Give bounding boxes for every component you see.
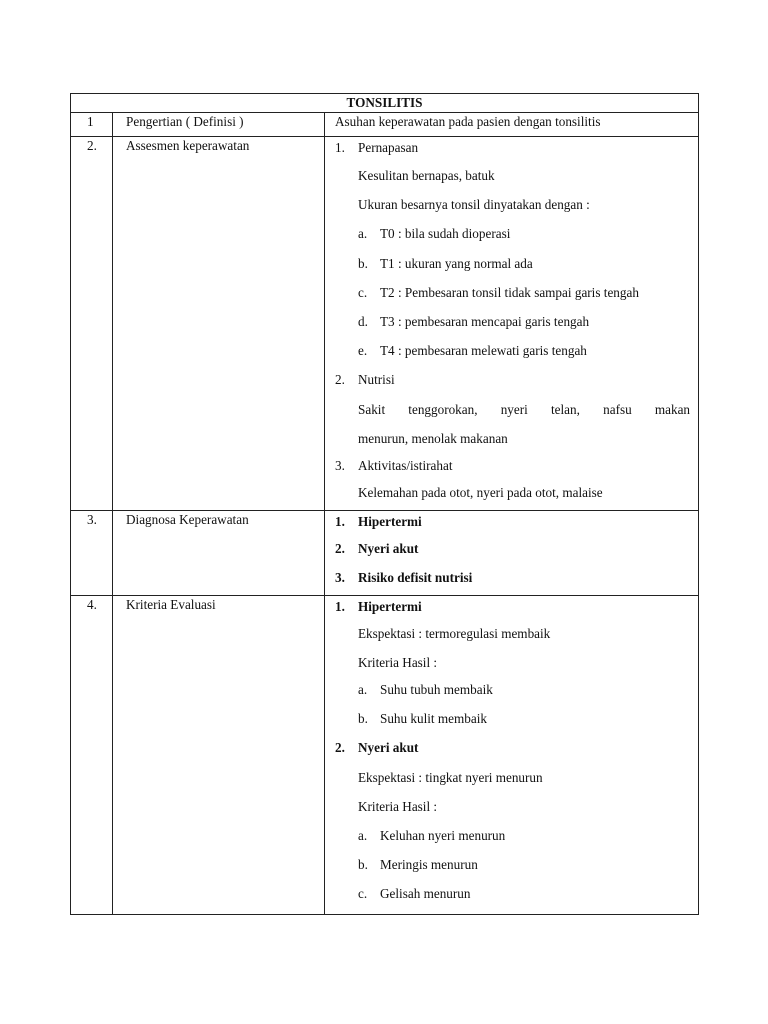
list-item: b. Meringis menurun <box>358 857 478 873</box>
table-row <box>71 510 699 595</box>
table-row <box>71 595 699 914</box>
row-label: Assesmen keperawatan <box>113 137 325 511</box>
row-number: 2. <box>71 137 113 511</box>
assesmen-content <box>325 137 699 511</box>
list-item: c. T2 : Pembesaran tonsil tidak sampai garis tengah <box>358 284 639 300</box>
row-number: 3. <box>71 510 113 595</box>
list-item: 1. Hipertermi <box>335 513 422 529</box>
diagnosa-content <box>325 510 699 595</box>
list-item: b. Suhu kulit membaik <box>358 711 487 727</box>
assesmen-text: menurun, menolak makanan <box>358 430 508 446</box>
list-item: 1. Hipertermi <box>335 598 422 614</box>
table-title: TONSILITIS <box>71 94 699 113</box>
kriteria-text: Ekspektasi : tingkat nyeri menurun <box>358 769 543 785</box>
list-item: a. T0 : bila sudah dioperasi <box>358 226 511 242</box>
list-item: 2. Nutrisi <box>335 372 395 388</box>
row-number: 4. <box>71 595 113 914</box>
list-item: 3. Risiko defisit nutrisi <box>335 569 473 585</box>
title-row <box>71 94 699 113</box>
assesmen-text: Kelemahan pada otot, nyeri pada otot, malaise <box>358 484 603 500</box>
assesmen-text: Ukuran besarnya tonsil dinyatakan dengan : <box>358 197 590 213</box>
row-label: Pengertian ( Definisi ) <box>113 113 325 137</box>
table-row <box>71 113 699 137</box>
list-item: a. Keluhan nyeri menurun <box>358 828 506 843</box>
list-item: 2. Nyeri akut <box>335 540 419 556</box>
row-number: 1 <box>71 113 113 137</box>
list-item: a. Suhu tubuh membaik <box>358 682 493 698</box>
kriteria-text: Kriteria Hasil : <box>358 798 438 814</box>
list-item: e. T4 : pembesaran melewati garis tengah <box>358 343 587 359</box>
assesmen-text: Kesulitan bernapas, batuk <box>358 168 495 183</box>
list-item: c. Gelisah menurun <box>358 886 471 902</box>
table-row <box>71 137 699 511</box>
assesmen-text: Sakit tenggorokan, nyeri telan, nafsu makan <box>358 401 691 417</box>
list-item: 1. Pernapasan <box>335 140 419 155</box>
list-item: 2. Nyeri akut <box>335 740 419 756</box>
kriteria-text: Ekspektasi : termoregulasi membaik <box>358 625 551 641</box>
row-label: Kriteria Evaluasi <box>113 595 325 914</box>
definition-text: Asuhan keperawatan pada pasien dengan tonsilitis <box>325 113 699 137</box>
tonsilitis-table <box>70 93 699 915</box>
kriteria-content <box>325 595 699 914</box>
list-item: 3. Aktivitas/istirahat <box>335 457 453 473</box>
row-label: Diagnosa Keperawatan <box>113 510 325 595</box>
list-item: b. T1 : ukuran yang normal ada <box>358 255 533 271</box>
list-item: d. T3 : pembesaran mencapai garis tengah <box>358 313 590 329</box>
kriteria-text: Kriteria Hasil : <box>358 655 438 671</box>
